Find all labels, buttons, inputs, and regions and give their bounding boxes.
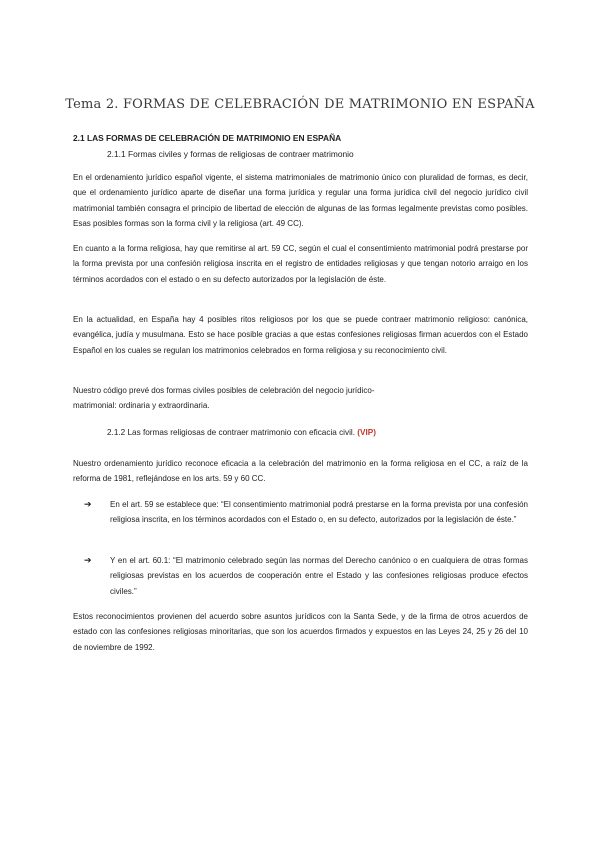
paragraph-6: Estos reconocimientos provienen del acuerdo sobre asuntos jurídicos con la Santa Sede, y de la firma de otros acuerdos de estado con las confesiones religiosas minoritarias, que son los acuerdos firmados y expuestos en las Leyes 24, 25 y 26 del 10 de noviembre de 1992. — [73, 612, 528, 652]
paragraph-5: Nuestro ordenamiento jurídico reconoce eficacia a la celebración del matrimonio en la forma religiosa en el CC, a raíz de la reforma de 1981, reflejándose en los arts. 59 y 60 CC. — [73, 459, 528, 484]
paragraph-4-line-1: Nuestro código prevé dos formas civiles posibles de celebración del negocio jurídico- — [73, 386, 375, 395]
arrow-icon: ➔ — [84, 499, 92, 509]
page-title: Tema 2. FORMAS DE CELEBRACIÓN DE MATRIMONIO EN ESPAÑA — [65, 97, 535, 112]
subsection-heading: 2.1.1 Formas civiles y formas de religiosas de contraer matrimonio — [107, 149, 354, 159]
paragraph-2: En cuanto a la forma religiosa, hay que remitirse al art. 59 CC, según el cual el consentimiento matrimonial podrá prestarse por la forma prevista por una confesión religiosa inscrita en el registro de entidades religiosas y que tengan notorio arraigo en los términos acordados con el estado o en su defecto autorizados por la legislación de éste. — [73, 244, 528, 284]
vip-tag: (VIP) — [357, 428, 376, 437]
paragraph-1: En el ordenamiento jurídico español vigente, el sistema matrimoniales de matrimonio único con pluralidad de formas, es decir, que el ordenamiento jurídico aparte de diseñar una forma jurídica y regular una forma jurídica civil del negocio jurídico civil matrimonial también consagra el principio de libertad de elección de algunas de las formas legalmente previstas como posibles. Esas posibles formas son la forma civil y la religiosa (art. 49 CC). — [73, 173, 528, 229]
paragraph-4 — [73, 383, 528, 414]
section-heading: 2.1 LAS FORMAS DE CELEBRACIÓN DE MATRIMONIO EN ESPAÑA — [73, 133, 342, 143]
paragraph-3: En la actualidad, en España hay 4 posibles ritos religiosos por los que se puede contraer matrimonio religioso: canónica, evangélica, judía y musulmana. Esto se hace posible gracias a que estas confesiones religiosas firman acuerdos con el Estado Español en los cuales se regulan los matrimonios celebrados en forma religiosa y su reconocimiento civil. — [73, 315, 528, 355]
bullet-item-1 — [84, 497, 528, 528]
subsection-2-title: 2.1.2 Las formas religiosas de contraer matrimonio con eficacia civil. — [107, 428, 356, 437]
bullet-text: Y en el art. 60.1: “El matrimonio celebrado según las normas del Derecho canónico o en cualquiera de otras formas religiosas previstas en los acuerdos de cooperación entre el Estado y las confesiones religiosas produce efectos civiles.” — [110, 556, 528, 596]
subsection-2-heading — [107, 428, 376, 437]
paragraph-4-line-2: matrimonial: ordinaria y extraordinaria. — [73, 401, 210, 411]
arrow-icon: ➔ — [84, 555, 92, 565]
bullet-text: En el art. 59 se establece que: “El consentimiento matrimonial podrá prestarse en la forma prevista por una confesión religiosa inscrita, en los términos acordados con el Estado o, en su defecto, autorizados por la legislación de éste.” — [110, 500, 528, 525]
bullet-item-2 — [84, 553, 528, 599]
